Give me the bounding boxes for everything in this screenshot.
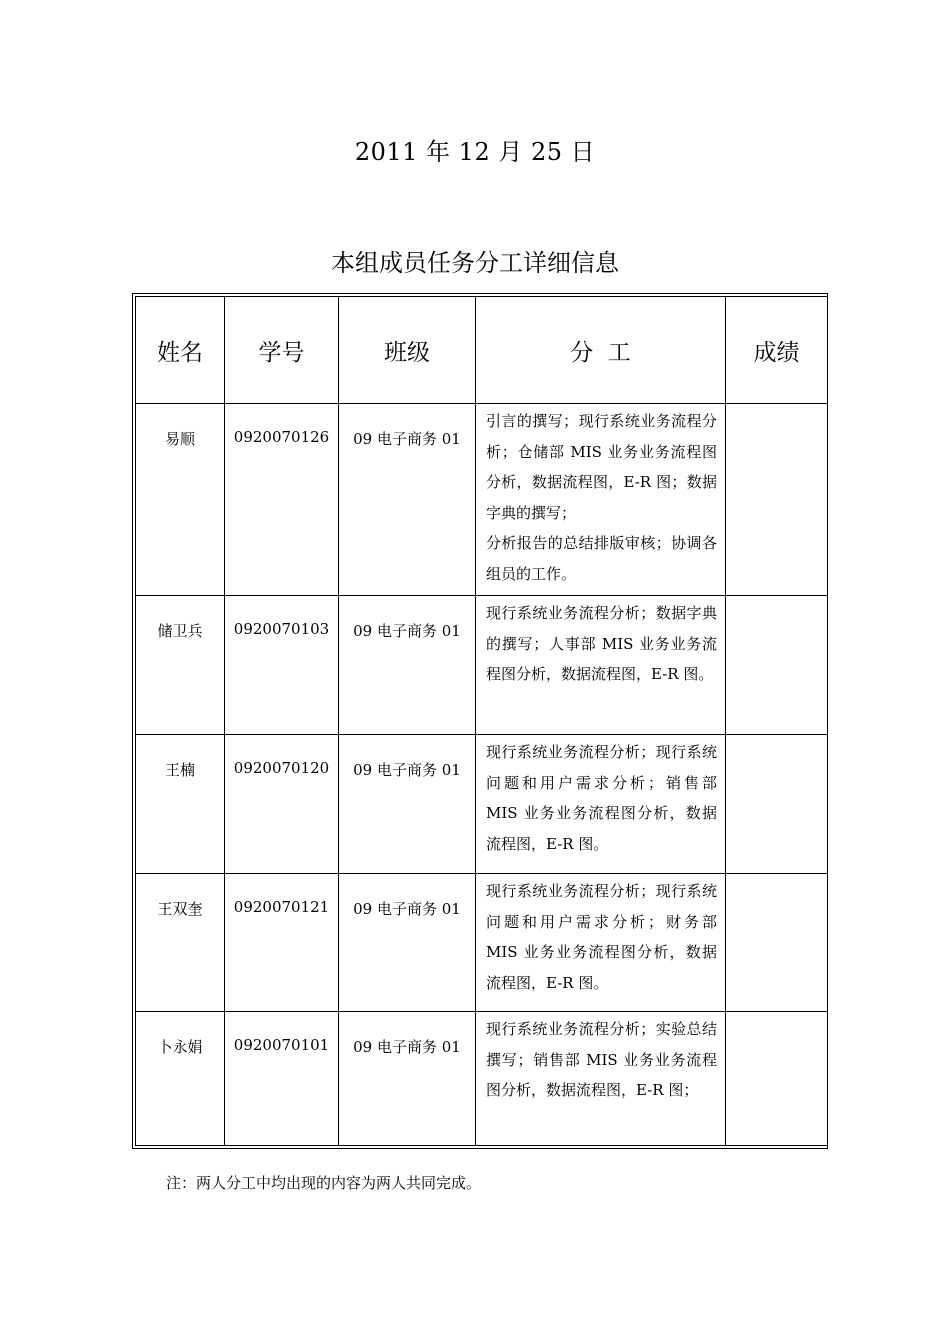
table-row: [136, 1012, 828, 1146]
grade-cell: [726, 735, 828, 874]
document-title: 本组成员任务分工详细信息: [331, 249, 619, 277]
task-line: 现行系统业务流程分析；现行系统问题和用户需求分析；财务部 MIS 业务业务流程图分析，数据流程图，E-R 图。: [486, 882, 717, 992]
table-row: [136, 404, 828, 596]
task-line: 分析报告的总结排版审核；协调各组员的工作。: [486, 534, 717, 583]
student-id: 0920070120: [225, 735, 339, 874]
member-name: 易顺: [136, 404, 225, 596]
grade-cell: [726, 1012, 828, 1146]
grade-cell: [726, 404, 828, 596]
task-description: [476, 1012, 726, 1146]
table-header-row: [136, 297, 828, 404]
student-id: 0920070121: [225, 874, 339, 1012]
member-name: 储卫兵: [136, 596, 225, 735]
member-name: 卜永娟: [136, 1012, 225, 1146]
table-row: [136, 596, 828, 735]
table-row: [136, 874, 828, 1012]
assignment-table: [135, 296, 828, 1146]
task-description: [476, 874, 726, 1012]
member-name: 王双奎: [136, 874, 225, 1012]
document-date: 2011 年 12 月 25 日: [354, 138, 596, 166]
task-line: 引言的撰写；现行系统业务流程分析；仓储部 MIS 业务业务流程图分析，数据流程图，E-R 图；数据字典的撰写；: [486, 412, 717, 522]
footnote: 注：两人分工中均出现的内容为两人共同完成。: [166, 1174, 482, 1192]
student-id: 0920070101: [225, 1012, 339, 1146]
header-task: 分 工: [476, 297, 726, 404]
class-name: 09 电子商务 01: [339, 404, 476, 596]
header-class: 班级: [339, 297, 476, 404]
grade-cell: [726, 874, 828, 1012]
grade-cell: [726, 596, 828, 735]
member-name: 王楠: [136, 735, 225, 874]
task-description: [476, 404, 726, 596]
class-name: 09 电子商务 01: [339, 874, 476, 1012]
task-line: 现行系统业务流程分析；数据字典的撰写；人事部 MIS 业务业务流程图分析，数据流程图，E-R 图。: [486, 604, 717, 683]
header-student-id: 学号: [225, 297, 339, 404]
class-name: 09 电子商务 01: [339, 735, 476, 874]
task-line: 现行系统业务流程分析；现行系统问题和用户需求分析；销售部 MIS 业务业务流程图分析，数据流程图，E-R 图。: [486, 743, 717, 853]
class-name: 09 电子商务 01: [339, 596, 476, 735]
student-id: 0920070103: [225, 596, 339, 735]
assignment-table-frame: [132, 293, 828, 1149]
header-name: 姓名: [136, 297, 225, 404]
task-description: [476, 735, 726, 874]
task-description: [476, 596, 726, 735]
table-row: [136, 735, 828, 874]
header-grade: 成绩: [726, 297, 828, 404]
class-name: 09 电子商务 01: [339, 1012, 476, 1146]
task-line: 现行系统业务流程分析；实验总结撰写；销售部 MIS 业务业务流程图分析，数据流程图，E-R 图；: [486, 1020, 717, 1099]
student-id: 0920070126: [225, 404, 339, 596]
